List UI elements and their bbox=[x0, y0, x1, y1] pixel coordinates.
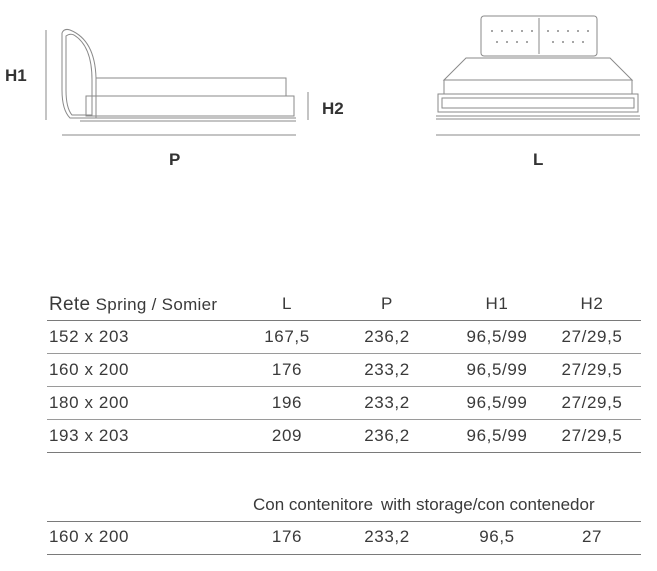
cell-h1: 96,5/99 bbox=[466, 393, 528, 412]
cell-h2: 27/29,5 bbox=[561, 327, 623, 346]
cell-size: 193 x 203 bbox=[49, 426, 130, 445]
table-row bbox=[47, 354, 641, 387]
front-view-drawing bbox=[436, 16, 640, 135]
side-view-drawing bbox=[46, 29, 308, 135]
cell-h2: 27/29,5 bbox=[561, 426, 623, 445]
cell-h2: 27/29,5 bbox=[561, 393, 623, 412]
column-header-h1: H1 bbox=[485, 294, 509, 313]
cell-l: 176 bbox=[271, 527, 303, 546]
header-title-sub: Spring / Somier bbox=[95, 295, 218, 314]
table-rule bbox=[47, 554, 641, 555]
dimension-label-l: L bbox=[533, 150, 544, 169]
cell-p: 233,2 bbox=[364, 393, 410, 412]
cell-size: 152 x 203 bbox=[49, 327, 130, 346]
cell-l: 176 bbox=[271, 360, 303, 379]
cell-h2: 27 bbox=[581, 527, 603, 546]
cell-h1: 96,5 bbox=[479, 527, 515, 546]
table-header-title bbox=[49, 294, 217, 316]
table-header-row bbox=[47, 288, 641, 321]
dimension-label-h2: H2 bbox=[322, 99, 344, 118]
storage-caption-en-es: with storage/con contenedor bbox=[381, 495, 595, 514]
storage-caption-it: Con contenitore bbox=[253, 495, 374, 514]
cell-l: 196 bbox=[271, 393, 303, 412]
cell-l: 167,5 bbox=[264, 327, 310, 346]
cell-size: 160 x 200 bbox=[49, 360, 130, 379]
cell-h1: 96,5/99 bbox=[466, 327, 528, 346]
cell-l: 209 bbox=[271, 426, 303, 445]
cell-size: 160 x 200 bbox=[49, 527, 130, 546]
storage-caption bbox=[253, 495, 595, 515]
cell-p: 236,2 bbox=[364, 426, 410, 445]
table-row bbox=[47, 387, 641, 420]
storage-table bbox=[47, 521, 641, 554]
table-row bbox=[47, 420, 641, 453]
cell-p: 233,2 bbox=[364, 527, 410, 546]
header-title-main: Rete bbox=[49, 294, 91, 315]
dimension-label-h1: H1 bbox=[5, 66, 27, 85]
cell-size: 180 x 200 bbox=[49, 393, 130, 412]
cell-h1: 96,5/99 bbox=[466, 426, 528, 445]
cell-h1: 96,5/99 bbox=[466, 360, 528, 379]
cell-p: 233,2 bbox=[364, 360, 410, 379]
table-row bbox=[47, 521, 641, 554]
column-header-h2: H2 bbox=[580, 294, 604, 313]
dimensions-table bbox=[47, 288, 641, 453]
table-rule bbox=[47, 452, 641, 453]
dimension-label-p: P bbox=[169, 150, 181, 169]
table-row bbox=[47, 321, 641, 354]
column-header-p: P bbox=[381, 294, 393, 313]
column-header-l: L bbox=[281, 294, 293, 313]
cell-h2: 27/29,5 bbox=[561, 360, 623, 379]
cell-p: 236,2 bbox=[364, 327, 410, 346]
